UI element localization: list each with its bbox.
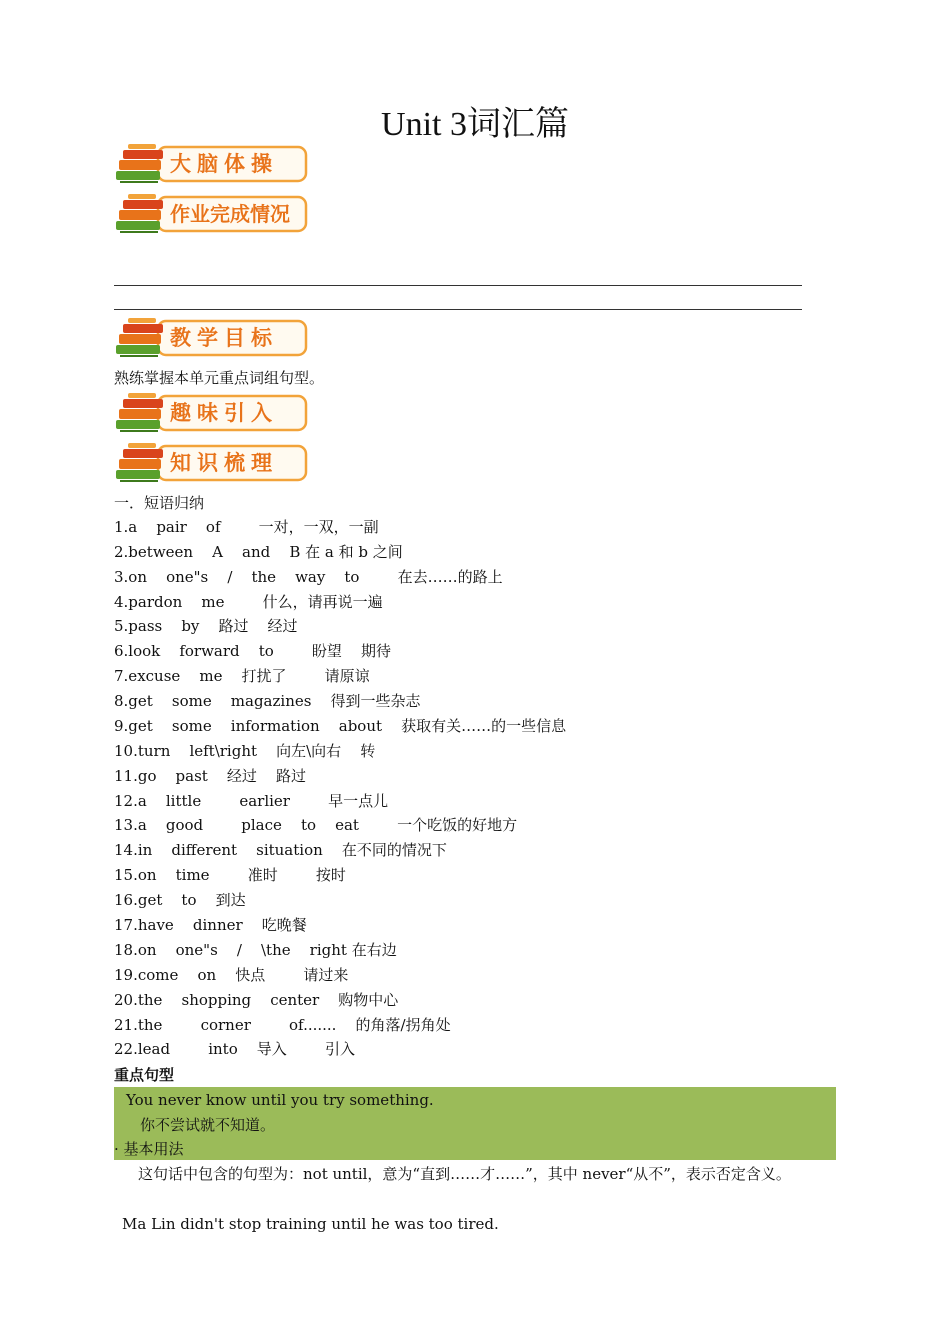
- page-title: Unit 3词汇篇: [381, 106, 569, 143]
- phrase-item: 6.look forward to 盼望 期待: [114, 642, 391, 660]
- phrase-item: 16.get to 到达: [114, 891, 246, 909]
- phrase-item: 8.get some magazines 得到一些杂志: [114, 692, 421, 710]
- phrase-item: 19.come on 快点 请过来: [114, 966, 349, 984]
- phrase-item: 18.on one"s / \the right 在右边: [114, 941, 397, 959]
- phrase-item: 5.pass by 路过 经过: [114, 617, 298, 635]
- key-sentence-english: You never know until you try something.: [126, 1091, 434, 1109]
- phrase-item: 15.on time 准时 按时: [114, 866, 346, 884]
- section-badge-goal: [114, 316, 310, 360]
- phrase-item: 13.a good place to eat 一个吃饭的好地方: [114, 816, 518, 834]
- key-sentence-chinese: 你不尝试就不知道。: [140, 1116, 276, 1134]
- badge-label: 作业完成情况: [170, 202, 290, 226]
- badge-label: 知识梳理: [170, 451, 278, 475]
- badge-label: 教学目标: [170, 326, 278, 350]
- phrase-item: 4.pardon me 什么，请再说一遍: [114, 593, 383, 611]
- usage-label: · 基本用法: [114, 1140, 184, 1158]
- section-badge-knowledge: [114, 441, 310, 485]
- phrase-item: 11.go past 经过 路过: [114, 767, 306, 785]
- section-badge-homework: [114, 192, 310, 236]
- phrase-item: 20.the shopping center 购物中心: [114, 991, 399, 1009]
- phrase-item: 21.the corner of....... 的角落/拐角处: [114, 1016, 451, 1034]
- key-sentence-heading: 重点句型: [114, 1066, 175, 1084]
- answer-line: [114, 285, 802, 286]
- phrase-item: 12.a little earlier 早一点儿: [114, 792, 389, 810]
- section-badge-brain: [114, 142, 310, 186]
- phrase-item: 3.on one"s / the way to 在去……的路上: [114, 568, 503, 586]
- goal-text: 熟练掌握本单元重点词组句型。: [114, 369, 325, 387]
- badge-label: 趣味引入: [170, 401, 278, 425]
- phrase-item: 14.in different situation 在不同的情况下: [114, 841, 447, 859]
- phrase-item: 7.excuse me 打扰了 请原谅: [114, 667, 370, 685]
- phrase-heading: 一．短语归纳: [114, 494, 205, 512]
- phrase-item: 17.have dinner 吃晚餐: [114, 916, 307, 934]
- explanation-paragraph: 这句话中包含的句型为：not until，意为“直到……才……”，其中 never“从不”，表示否定含义。: [138, 1165, 791, 1183]
- phrase-item: 2.between A and B 在 a 和 b 之间: [114, 543, 403, 561]
- key-sentence-box: [114, 1087, 836, 1160]
- phrase-item: 22.lead into 导入 引入: [114, 1040, 355, 1058]
- badge-label: 大脑体操: [170, 152, 278, 176]
- phrase-item: 10.turn left\right 向左\向右 转: [114, 742, 376, 760]
- section-badge-intro: [114, 391, 310, 435]
- phrase-item: 1.a pair of 一对，一双，一副: [114, 518, 379, 536]
- phrase-item: 9.get some information about 获取有关……的一些信息: [114, 717, 567, 735]
- example-sentence: Ma Lin didn't stop training until he was too tired.: [122, 1215, 499, 1233]
- answer-line: [114, 309, 802, 310]
